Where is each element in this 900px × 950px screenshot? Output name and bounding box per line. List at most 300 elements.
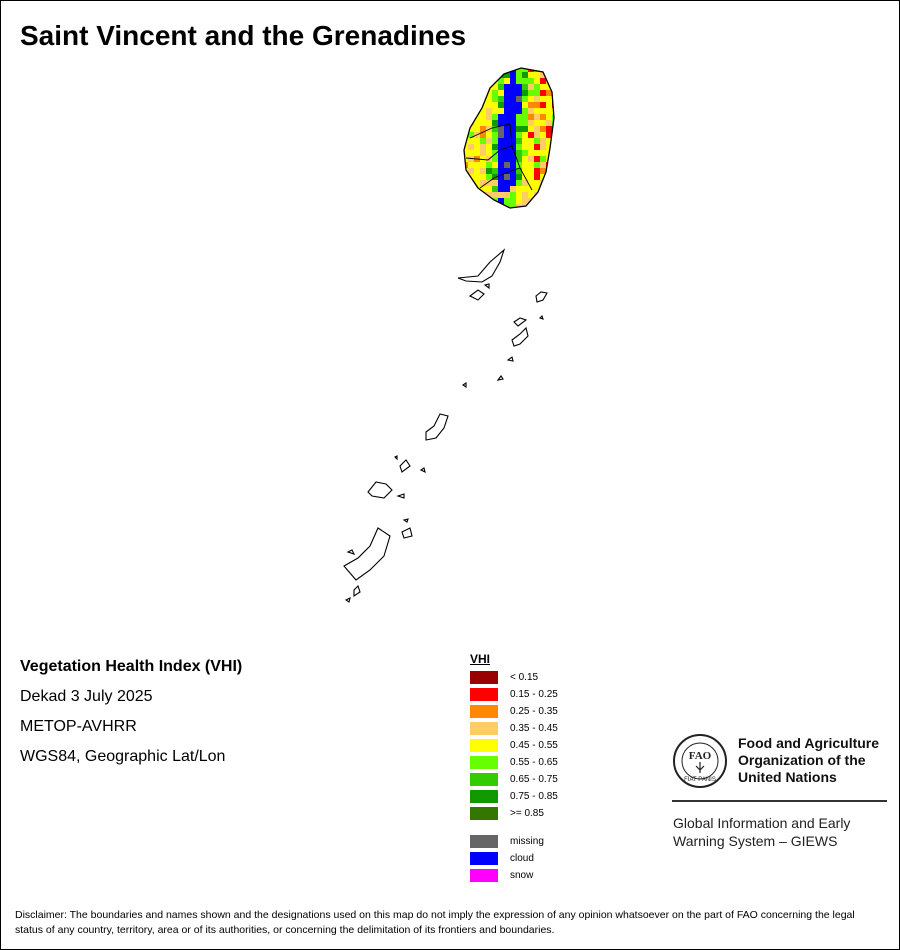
vhi-cell xyxy=(474,144,480,150)
mayreau-island xyxy=(426,414,448,440)
legend-item xyxy=(470,835,630,848)
vhi-cell xyxy=(534,204,540,210)
canouan-island xyxy=(512,328,528,346)
vhi-cell xyxy=(492,66,498,72)
vhi-cell xyxy=(540,186,546,192)
vhi-cell xyxy=(540,150,546,156)
vhi-cell xyxy=(540,204,546,210)
vhi-cell xyxy=(486,198,492,204)
fao-name-line: United Nations xyxy=(738,769,837,785)
legend-swatch xyxy=(470,852,498,865)
vhi-cell xyxy=(534,156,540,162)
vhi-cell xyxy=(504,192,510,198)
vhi-cell xyxy=(534,150,540,156)
vhi-cell xyxy=(504,108,510,114)
vhi-cell xyxy=(504,132,510,138)
vhi-cell xyxy=(480,168,486,174)
vhi-cell xyxy=(492,120,498,126)
vhi-cell xyxy=(522,84,528,90)
vhi-cell xyxy=(534,198,540,204)
vhi-cell xyxy=(510,120,516,126)
vhi-cell xyxy=(468,78,474,84)
vhi-cell xyxy=(546,102,552,108)
vhi-cell xyxy=(462,78,468,84)
vhi-cell xyxy=(462,126,468,132)
vhi-cell xyxy=(504,114,510,120)
vhi-cell xyxy=(504,162,510,168)
vhi-cell xyxy=(468,108,474,114)
vhi-cell xyxy=(534,96,540,102)
vhi-cell xyxy=(504,90,510,96)
vhi-cell xyxy=(468,168,474,174)
vhi-cell xyxy=(534,102,540,108)
vhi-cell xyxy=(546,180,552,186)
vhi-cell xyxy=(492,72,498,78)
vhi-cell xyxy=(492,138,498,144)
vhi-cell xyxy=(474,138,480,144)
vhi-cell xyxy=(552,192,558,198)
vhi-cell xyxy=(480,144,486,150)
vhi-cell xyxy=(498,90,504,96)
vhi-cell xyxy=(540,84,546,90)
vhi-cell xyxy=(546,66,552,72)
index-name: Vegetation Health Index (VHI) xyxy=(20,658,243,675)
vhi-cell xyxy=(546,186,552,192)
vhi-cell xyxy=(486,186,492,192)
vhi-cell xyxy=(546,108,552,114)
vhi-cell xyxy=(498,162,504,168)
vhi-cell xyxy=(540,156,546,162)
vhi-cell xyxy=(504,150,510,156)
vhi-cell xyxy=(468,150,474,156)
vhi-cell xyxy=(528,138,534,144)
vhi-cell xyxy=(534,174,540,180)
giews-line: Global Information and Early xyxy=(673,815,851,831)
legend-label: 0.15 - 0.25 xyxy=(510,689,558,700)
vhi-cell xyxy=(540,126,546,132)
islet xyxy=(508,357,513,361)
vhi-cell xyxy=(522,96,528,102)
vhi-cell xyxy=(486,144,492,150)
vhi-cell xyxy=(498,96,504,102)
vhi-cell xyxy=(546,174,552,180)
vhi-cell xyxy=(492,114,498,120)
vhi-cell xyxy=(534,126,540,132)
islet xyxy=(470,290,484,300)
vhi-cell xyxy=(462,198,468,204)
islet xyxy=(463,383,466,387)
vhi-cell xyxy=(486,168,492,174)
vhi-cell xyxy=(486,108,492,114)
legend-item xyxy=(470,688,630,701)
vhi-cell xyxy=(522,162,528,168)
vhi-cell xyxy=(462,96,468,102)
vhi-cell xyxy=(540,90,546,96)
vhi-cell xyxy=(462,174,468,180)
vhi-cell xyxy=(522,90,528,96)
fao-name xyxy=(738,735,898,786)
vhi-cell xyxy=(510,186,516,192)
divider xyxy=(672,800,887,802)
disclaimer: Disclaimer: The boundaries and names shown and the designations used on this map do not imply the expression of any opinion whatsoever on the part of FAO concerning the legal status of any country, territory, area or of its authorities, or concerning the delimitation of its frontiers and boundaries. xyxy=(15,909,855,936)
vhi-cell xyxy=(492,204,498,210)
mustique-island xyxy=(536,292,547,302)
vhi-cell xyxy=(492,132,498,138)
vhi-cell xyxy=(516,120,522,126)
legend-label: < 0.15 xyxy=(510,672,539,683)
legend xyxy=(470,652,558,881)
vhi-cell xyxy=(540,132,546,138)
vhi-cell xyxy=(516,174,522,180)
legend-label: 0.45 - 0.55 xyxy=(510,740,558,751)
legend-title: VHI xyxy=(470,652,491,666)
vhi-cell xyxy=(480,120,486,126)
vhi-cell xyxy=(516,72,522,78)
vhi-cell xyxy=(546,96,552,102)
vhi-cell xyxy=(504,198,510,204)
vhi-cell xyxy=(486,204,492,210)
vhi-cell xyxy=(534,144,540,150)
fao-logo-text: FAO xyxy=(688,750,712,762)
islet xyxy=(402,528,412,538)
islet xyxy=(485,284,489,288)
vhi-cell xyxy=(528,168,534,174)
vhi-cell xyxy=(522,126,528,132)
vhi-cell xyxy=(552,204,558,210)
vhi-cell xyxy=(522,114,528,120)
vhi-cell xyxy=(516,150,522,156)
vhi-cell xyxy=(480,162,486,168)
vhi-cell xyxy=(510,162,516,168)
vhi-cell xyxy=(534,108,540,114)
vhi-cell xyxy=(522,156,528,162)
vhi-cell xyxy=(552,162,558,168)
vhi-cell xyxy=(498,168,504,174)
vhi-cell xyxy=(462,72,468,78)
legend-item xyxy=(470,869,630,882)
sensor-label: METOP-AVHRR xyxy=(20,718,137,735)
vhi-cell xyxy=(480,84,486,90)
islet xyxy=(498,376,503,380)
vhi-cell xyxy=(528,126,534,132)
vhi-cell xyxy=(522,78,528,84)
legend-label: 0.25 - 0.35 xyxy=(510,706,558,717)
vhi-cell xyxy=(546,114,552,120)
vhi-cell xyxy=(462,102,468,108)
vhi-cell xyxy=(540,198,546,204)
vhi-cell xyxy=(552,156,558,162)
vhi-cell xyxy=(528,102,534,108)
vhi-cell xyxy=(528,156,534,162)
vhi-cell xyxy=(468,144,474,150)
vhi-cell xyxy=(528,90,534,96)
vhi-cell xyxy=(474,198,480,204)
vhi-cell xyxy=(534,90,540,96)
vhi-cell xyxy=(504,66,510,72)
vhi-cell xyxy=(522,144,528,150)
vhi-cell xyxy=(480,180,486,186)
vhi-cell xyxy=(480,90,486,96)
legend-swatch xyxy=(470,790,498,803)
vhi-cell xyxy=(528,144,534,150)
vhi-cell xyxy=(534,72,540,78)
vhi-cell xyxy=(474,174,480,180)
vhi-cell xyxy=(474,66,480,72)
vhi-cell xyxy=(492,90,498,96)
vhi-cell xyxy=(522,198,528,204)
vhi-cell xyxy=(516,78,522,84)
giews-line: Warning System – GIEWS xyxy=(673,833,838,849)
vhi-cell xyxy=(528,120,534,126)
islet xyxy=(354,586,360,596)
legend-item xyxy=(470,671,630,684)
vhi-cell xyxy=(492,144,498,150)
bequia-island xyxy=(458,250,504,282)
legend-label: missing xyxy=(510,836,544,847)
vhi-cell xyxy=(552,78,558,84)
vhi-cell xyxy=(468,162,474,168)
vhi-cell xyxy=(528,114,534,120)
vhi-cell xyxy=(498,186,504,192)
legend-item xyxy=(470,756,630,769)
vhi-cell xyxy=(552,198,558,204)
vhi-cell xyxy=(462,114,468,120)
vhi-cell xyxy=(462,204,468,210)
vhi-cell xyxy=(498,114,504,120)
vhi-cell xyxy=(486,72,492,78)
vhi-cell xyxy=(462,90,468,96)
vhi-cell xyxy=(474,84,480,90)
vhi-cell xyxy=(474,90,480,96)
vhi-cell xyxy=(486,78,492,84)
legend-label: cloud xyxy=(510,853,534,864)
vhi-cell xyxy=(462,120,468,126)
vhi-cell xyxy=(492,162,498,168)
vhi-cell xyxy=(552,144,558,150)
vhi-cell xyxy=(552,90,558,96)
vhi-cell xyxy=(480,198,486,204)
vhi-cell xyxy=(462,108,468,114)
vhi-cell xyxy=(504,186,510,192)
vhi-cell xyxy=(522,72,528,78)
islet xyxy=(404,519,408,522)
vhi-cell xyxy=(480,72,486,78)
legend-swatch xyxy=(470,739,498,752)
legend-swatch xyxy=(470,688,498,701)
vhi-cell xyxy=(540,144,546,150)
vhi-cell xyxy=(540,162,546,168)
vhi-cell xyxy=(510,156,516,162)
vhi-cell xyxy=(552,132,558,138)
vhi-cell xyxy=(474,72,480,78)
vhi-cell xyxy=(504,180,510,186)
legend-label: 0.55 - 0.65 xyxy=(510,757,558,768)
vhi-cell xyxy=(534,162,540,168)
vhi-cell xyxy=(516,180,522,186)
vhi-cell xyxy=(468,192,474,198)
carriacou-island xyxy=(344,528,390,580)
vhi-cell xyxy=(480,114,486,120)
vhi-cell xyxy=(510,78,516,84)
legend-label: snow xyxy=(510,870,534,881)
vhi-cell xyxy=(504,78,510,84)
vhi-cell xyxy=(492,192,498,198)
vhi-cell xyxy=(468,72,474,78)
vhi-cell xyxy=(468,114,474,120)
vhi-cell xyxy=(528,132,534,138)
vhi-cell xyxy=(516,138,522,144)
vhi-cell xyxy=(498,66,504,72)
vhi-cell xyxy=(522,186,528,192)
islet xyxy=(421,468,425,472)
vhi-cell xyxy=(498,108,504,114)
legend-item xyxy=(470,790,630,803)
legend-item xyxy=(470,807,630,820)
vhi-cell xyxy=(468,66,474,72)
vhi-cell xyxy=(552,174,558,180)
vhi-cell xyxy=(552,84,558,90)
vhi-cell xyxy=(504,126,510,132)
vhi-cell xyxy=(540,138,546,144)
vhi-cell xyxy=(528,150,534,156)
vhi-cell xyxy=(516,144,522,150)
vhi-cell xyxy=(486,162,492,168)
legend-label: 0.75 - 0.85 xyxy=(510,791,558,802)
fao-name-line: Food and Agriculture xyxy=(738,735,880,751)
vhi-cell xyxy=(468,102,474,108)
islet xyxy=(398,494,404,498)
legend-item xyxy=(470,852,630,865)
vhi-cell xyxy=(462,66,468,72)
map-title: Saint Vincent and the Grenadines xyxy=(20,20,467,51)
vhi-cell xyxy=(510,138,516,144)
vhi-cell xyxy=(540,192,546,198)
islet xyxy=(514,318,526,326)
vhi-cell xyxy=(498,156,504,162)
vhi-cell xyxy=(516,90,522,96)
vhi-cell xyxy=(546,72,552,78)
vhi-cell xyxy=(540,120,546,126)
vhi-cell xyxy=(468,204,474,210)
vhi-cell xyxy=(522,132,528,138)
vhi-cell xyxy=(546,198,552,204)
vhi-cell xyxy=(504,174,510,180)
vhi-cell xyxy=(522,192,528,198)
vhi-cell xyxy=(492,96,498,102)
vhi-cell xyxy=(546,144,552,150)
vhi-cell xyxy=(480,174,486,180)
vhi-cell xyxy=(474,78,480,84)
vhi-cell xyxy=(534,120,540,126)
vhi-cell xyxy=(510,102,516,108)
islet xyxy=(540,316,543,319)
period-label: Dekad 3 July 2025 xyxy=(20,688,153,705)
vhi-cell xyxy=(474,126,480,132)
vhi-cell xyxy=(534,138,540,144)
vhi-cell xyxy=(546,126,552,132)
vhi-cell xyxy=(498,102,504,108)
vhi-cell xyxy=(552,66,558,72)
vhi-cell xyxy=(486,174,492,180)
vhi-cell xyxy=(510,108,516,114)
vhi-cell xyxy=(546,120,552,126)
vhi-cell xyxy=(516,198,522,204)
vhi-cell xyxy=(468,84,474,90)
vhi-cell xyxy=(486,114,492,120)
legend-swatch xyxy=(470,705,498,718)
vhi-cell xyxy=(492,180,498,186)
vhi-cell xyxy=(534,114,540,120)
legend-item xyxy=(470,773,630,786)
vhi-cell xyxy=(522,108,528,114)
vhi-cell xyxy=(468,90,474,96)
vhi-cell xyxy=(552,180,558,186)
vhi-cell xyxy=(510,198,516,204)
vhi-cell xyxy=(516,192,522,198)
vhi-cell xyxy=(528,108,534,114)
vhi-cell xyxy=(516,126,522,132)
vhi-cell xyxy=(528,72,534,78)
vhi-cell xyxy=(492,102,498,108)
vhi-cell xyxy=(552,114,558,120)
vhi-cell xyxy=(540,108,546,114)
vhi-cell xyxy=(486,120,492,126)
vhi-cell xyxy=(480,66,486,72)
legend-swatch xyxy=(470,869,498,882)
vhi-cell xyxy=(516,186,522,192)
islet xyxy=(346,598,350,602)
vhi-cell xyxy=(528,84,534,90)
islet xyxy=(348,550,354,554)
vhi-cell xyxy=(528,204,534,210)
vhi-cell xyxy=(492,168,498,174)
vhi-cell xyxy=(498,138,504,144)
legend-label: 0.65 - 0.75 xyxy=(510,774,558,785)
vhi-cell xyxy=(474,168,480,174)
vhi-cell xyxy=(534,180,540,186)
vhi-cell xyxy=(510,114,516,120)
islet xyxy=(400,460,410,472)
vhi-cell xyxy=(516,84,522,90)
vhi-cell xyxy=(510,72,516,78)
vhi-cell xyxy=(534,168,540,174)
vhi-cell xyxy=(540,114,546,120)
vhi-cell xyxy=(540,96,546,102)
fao-logo xyxy=(672,733,728,789)
vhi-cell xyxy=(516,114,522,120)
legend-item xyxy=(470,739,630,752)
legend-item xyxy=(470,705,630,718)
vhi-cell xyxy=(492,108,498,114)
vhi-cell xyxy=(528,78,534,84)
vhi-cell xyxy=(540,78,546,84)
grenadines-islands xyxy=(344,250,547,602)
map-info xyxy=(20,657,242,777)
vhi-cell xyxy=(504,102,510,108)
legend-swatch xyxy=(470,835,498,848)
legend-swatch xyxy=(470,807,498,820)
vhi-cell xyxy=(504,96,510,102)
vhi-cell xyxy=(480,150,486,156)
vhi-cell xyxy=(522,138,528,144)
vhi-cell xyxy=(552,186,558,192)
legend-item xyxy=(470,722,630,735)
vhi-cell xyxy=(474,192,480,198)
vhi-cell xyxy=(546,204,552,210)
vhi-cell xyxy=(510,90,516,96)
legend-label: >= 0.85 xyxy=(510,808,544,819)
vhi-cell xyxy=(534,132,540,138)
